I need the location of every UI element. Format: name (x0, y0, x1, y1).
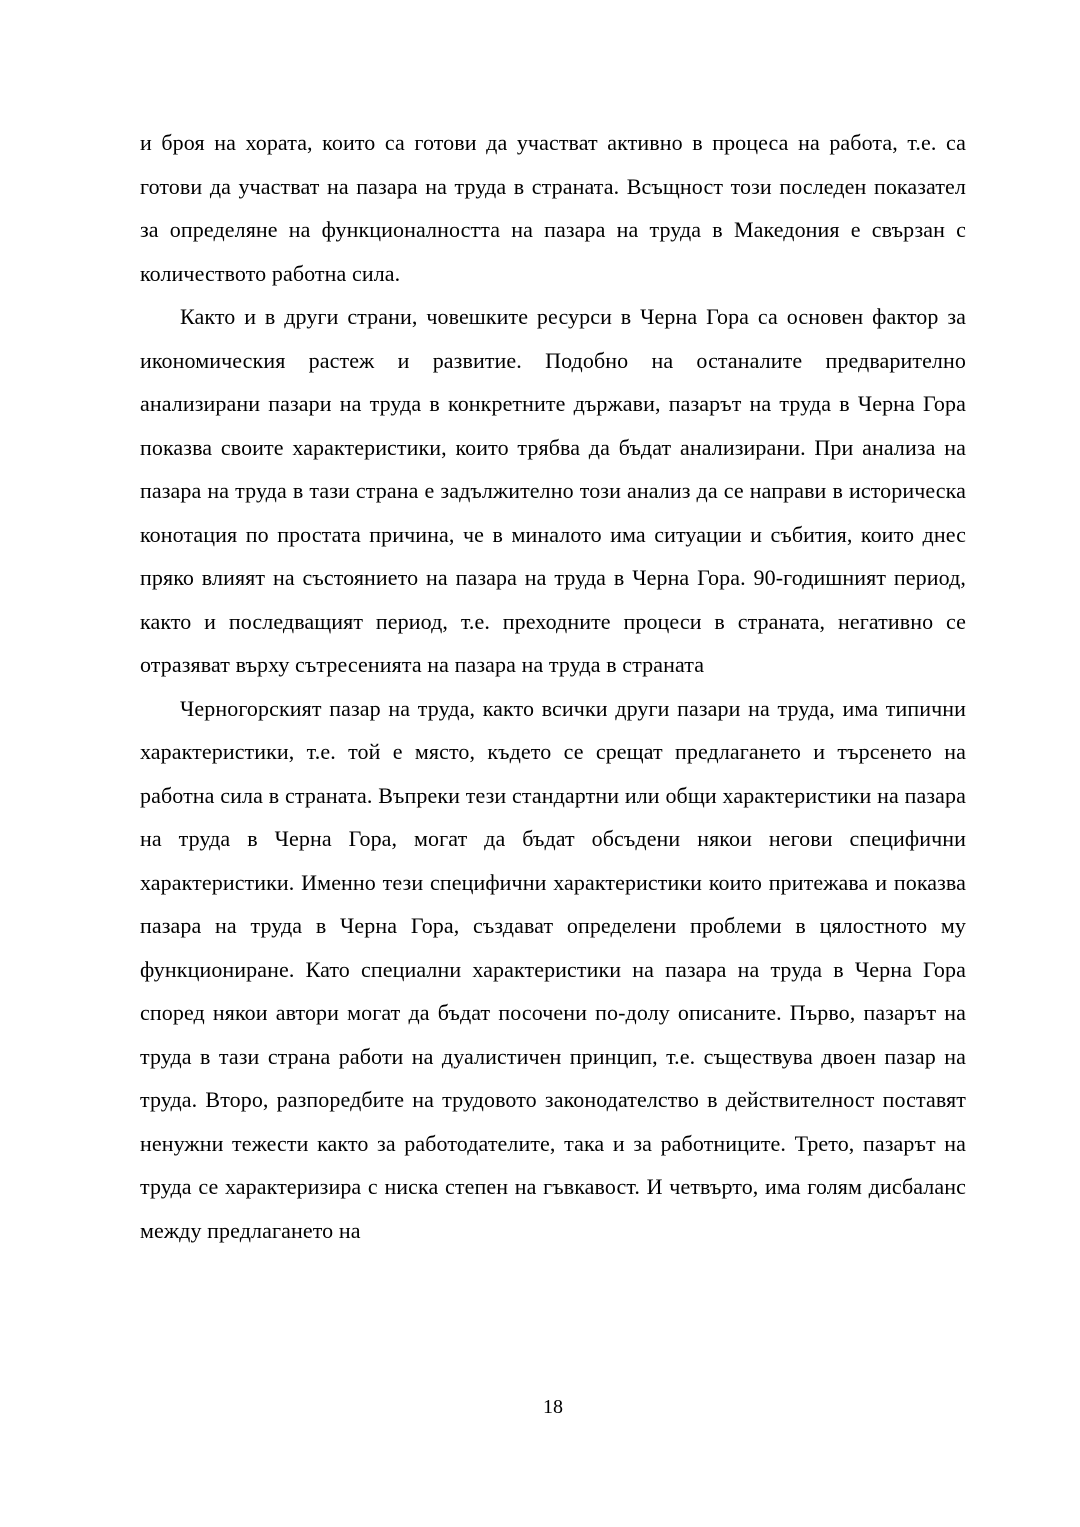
page-content (140, 121, 966, 1252)
paragraph-continuation: и броя на хората, които са готови да участват активно в процеса на работа, т.е. са готови да участват на пазара на труда в страната. Всъщност този последен показател за определяне на функционалността на пазара на труда в Македония е свързан с количеството работна сила. (140, 130, 966, 286)
paragraph-labour-market-characteristics: Черногорският пазар на труда, както всички други пазари на труда, има типични характеристики, т.е. той е място, където се срещат предлагането и търсенето на работна сила в страната. Въпреки тези стандартни или общи характеристики на пазара на труда в Черна Гора, могат да бъдат обсъдени някои негови специфични характеристики. Именно тези специфични характеристики които притежава и показва пазара на труда в Черна Гора, създават определени проблеми в цялостното му функциониране. Като специални характеристики на пазара на труда в Черна Гора според някои автори могат да бъдат посочени по-долу описаните. Първо, пазарът на труда в тази страна работи на дуалистичен принцип, т.е. съществува двоен пазар на труда. Второ, разпоредбите на трудовото законодателство в действителност поставят ненужни тежести както за работодателите, така и за работниците. Трето, пазарът на труда се характеризира с ниска степен на гъвкавост. И четвърто, има голям дисбаланс между предлагането на (140, 695, 966, 1243)
page-number: 18 (543, 1396, 563, 1418)
paragraph-montenegro-resources: Както и в други страни, човешките ресурси в Черна Гора са основен фактор за икономическия растеж и развитие. Подобно на останалите предварително анализирани пазари на труда в конкретните държави, пазарът на труда в Черна Гора показва своите характеристики, които трябва да бъдат анализирани. При анализа на пазара на труда в тази страна е задължително този анализ да се направи в историческа конотация по простата причина, че в миналото има ситуации и събития, които днес пряко влияят на състоянието на пазара на труда в Черна Гора. 90-годишният период, както и последващият период, т.е. преходните процеси в страната, негативно се отразяват върху сътресенията на пазара на труда в страната (140, 304, 966, 677)
